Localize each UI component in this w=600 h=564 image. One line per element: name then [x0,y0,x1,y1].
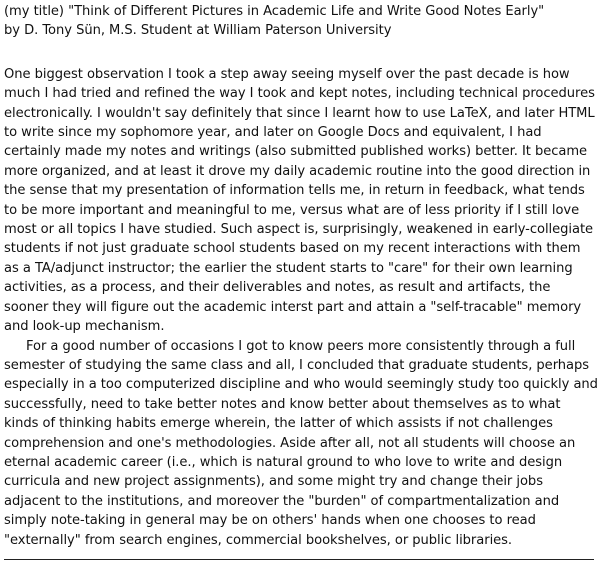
bottom-divider [4,559,594,560]
document-title: (my title) "Think of Different Pictures in Academic Life and Write Good Notes Early" [4,4,545,19]
document [4,2,598,550]
paragraph-2: For a good number of occasions I got to know peers more consistently through a full semester of studying the same class and all, I concluded that graduate students, perhaps especially in a too computerized discipline and who would seemingly study too quickly and successfully, need to take better notes and know better about themselves as to what kinds of thinking habits emerge wherein, the latter of which assists if not challenges comprehension and one's methodologies. Aside after all, not all students will choose an eternal academic career (i.e., which is natural ground to who love to write and design curricula and new project assignments), and some might try and change their jobs adjacent to the institutions, and moreover the "burden" of compartmentalization and simply note-taking in general may be on others' hands when one chooses to read "externally" from search engines, commercial bookshelves, or public libraries. [4,338,598,548]
blank-line [4,41,598,65]
author-byline: by D. Tony Sün, M.S. Student at William Paterson University [4,23,392,39]
paragraph-1: One biggest observation I took a step away seeing myself over the past decade is how much I had tried and refined the way I took and kept notes, including technical procedures electronically. I wouldn't say definitely that since I learnt how to use LaTeX, and later HTML to write since my sophomore year, and later on Google Docs and equivalent, I had certainly made my notes and writings (also submitted published works) better. It became more organized, and at least it drove my daily academic routine into the good direction in the sense that my presentation of information tells me, in return in feedback, what tends to be more important and meaningful to me, versus what are of less priority if I still love most or all topics I have studied. Such aspect is, surprisingly, weakened in early-collegiate students if not just graduate school students based on my recent interactions with them as a TA/adjunct instructor; the earlier the student starts to "care" for their own learning activities, as a process, and their deliverables and notes, as result and artifacts, the sooner they will figure out the academic interst part and attain a "self-tracable" memory and look-up mechanism. [4,66,595,335]
